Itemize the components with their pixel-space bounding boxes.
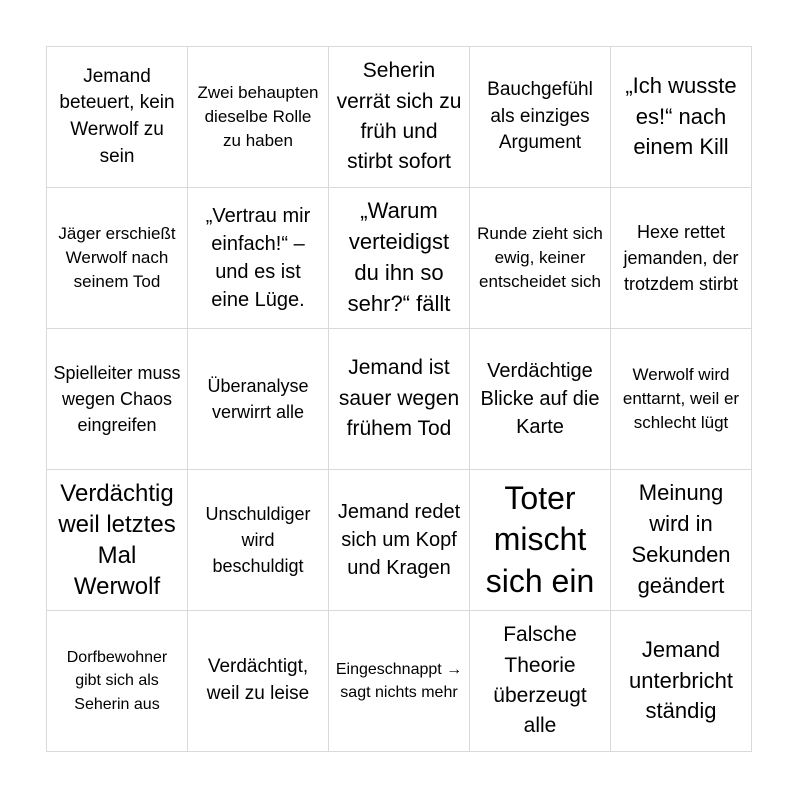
bingo-cell[interactable] — [329, 47, 470, 188]
bingo-cell[interactable] — [329, 329, 470, 470]
cell-text: „Warum verteidigst du ihn so sehr?“ fällt — [347, 198, 451, 316]
cell-text: Hexe rettet jemanden, der trotzdem stirbt — [623, 221, 739, 295]
bingo-cell[interactable] — [47, 470, 188, 611]
cell-text: Überanalyse verwirrt alle — [207, 375, 309, 422]
bingo-cell[interactable] — [47, 611, 188, 752]
bingo-cell[interactable] — [188, 47, 329, 188]
cell-text: Spielleiter muss wegen Chaos eingreifen — [53, 362, 181, 436]
bingo-cell[interactable] — [188, 611, 329, 752]
bingo-cell[interactable] — [188, 470, 329, 611]
cell-text: Dorfbewohner gibt sich als Seherin aus — [66, 649, 168, 713]
cell-text: Meinung wird in Sekunden geändert — [631, 480, 731, 598]
cell-text: Bauchgefühl als einziges Argument — [487, 79, 593, 154]
bingo-cell[interactable] — [47, 329, 188, 470]
bingo-cell[interactable] — [47, 47, 188, 188]
cell-text: Werwolf wird enttarnt, weil er schlecht lügt — [622, 365, 740, 432]
cell-text: Jemand unterbricht ständig — [629, 636, 733, 724]
cell-text: Jemand redet sich um Kopf und Kragen — [337, 501, 461, 579]
cell-text: Jäger erschießt Werwolf nach seinem Tod — [58, 224, 176, 291]
bingo-cell[interactable] — [329, 188, 470, 329]
cell-text: Eingeschnappt → sagt nichts mehr — [335, 660, 463, 701]
cell-text: Runde zieht sich ewig, keiner entscheidet sich — [477, 224, 603, 291]
bingo-cell[interactable] — [611, 470, 752, 611]
bingo-cell[interactable] — [611, 611, 752, 752]
bingo-cell[interactable] — [470, 188, 611, 329]
cell-text: „Vertrau mir einfach!“ – und es ist eine Lüge. — [205, 205, 311, 311]
bingo-cell[interactable] — [47, 188, 188, 329]
cell-text: Zwei behaupten dieselbe Rolle zu haben — [197, 83, 319, 150]
bingo-cell[interactable] — [470, 470, 611, 611]
bingo-cell[interactable] — [470, 611, 611, 752]
cell-text: Falsche Theorie überzeugt alle — [493, 623, 587, 738]
cell-text: „Ich wusste es!“ nach einem Kill — [625, 72, 737, 160]
bingo-cell[interactable] — [188, 188, 329, 329]
cell-text: Toter mischt sich ein — [485, 479, 595, 599]
cell-text: Jemand beteuert, kein Werwolf zu sein — [59, 65, 175, 167]
bingo-cell[interactable] — [611, 329, 752, 470]
cell-text: Verdächtige Blicke auf die Karte — [480, 360, 600, 438]
bingo-cell[interactable] — [329, 611, 470, 752]
cell-text: Jemand ist sauer wegen frühem Tod — [338, 356, 460, 441]
bingo-cell[interactable] — [611, 47, 752, 188]
bingo-board — [46, 46, 752, 752]
bingo-cell[interactable] — [470, 329, 611, 470]
cell-text: Unschuldiger wird beschuldigt — [205, 503, 311, 577]
cell-text: Verdächtigt, weil zu leise — [206, 656, 310, 704]
cell-text: Seherin verrät sich zu früh und stirbt sofort — [336, 59, 462, 174]
cell-text: Verdächtig weil letztes Mal Werwolf — [58, 479, 176, 601]
bingo-cell[interactable] — [611, 188, 752, 329]
bingo-cell[interactable] — [470, 47, 611, 188]
bingo-cell[interactable] — [188, 329, 329, 470]
bingo-cell[interactable] — [329, 470, 470, 611]
